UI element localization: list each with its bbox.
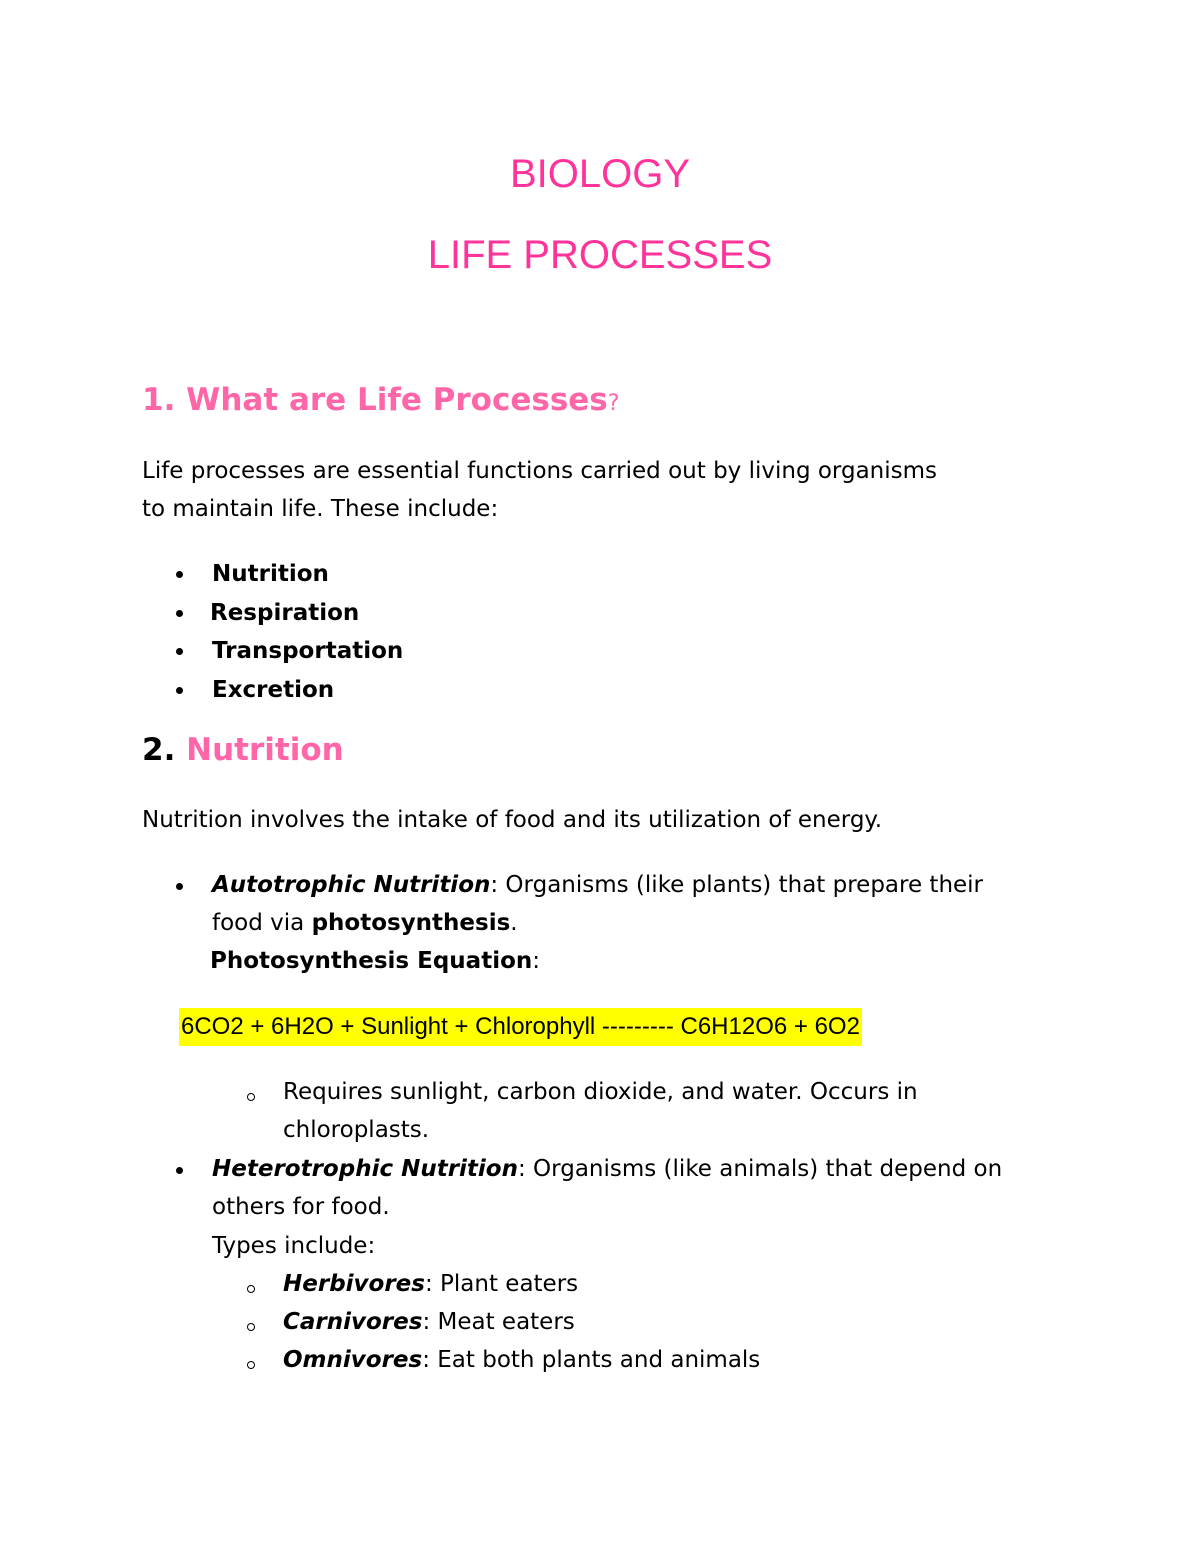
section-1-number: 1. (142, 382, 176, 418)
bullet-icon (176, 687, 183, 694)
types-include-label: Types include: (212, 1233, 376, 1259)
photosynthesis-equation: 6CO2 + 6H2O + Sunlight + Chlorophyll --------- C6H12O6 + 6O2 (179, 1008, 862, 1046)
section-2-title: Nutrition (186, 732, 344, 768)
sub-bullet-icon (247, 1285, 255, 1293)
autotrophic-line-2: food via photosynthesis. (212, 910, 518, 936)
section-2-number: 2. (142, 732, 176, 768)
section-1-intro-line-2: to maintain life. These include: (142, 496, 499, 522)
autotrophic-note-line-2: chloroplasts. (283, 1117, 430, 1143)
heterotrophic-line-2: others for food. (212, 1194, 390, 1220)
section-1-title: What are Life Processes (186, 382, 608, 418)
section-1-question-mark: ? (607, 391, 620, 416)
autotrophic-term: Autotrophic Nutrition (212, 872, 491, 898)
document-subtitle: LIFE PROCESSES (427, 233, 773, 277)
bullet-icon (176, 883, 183, 890)
sub-bullet-icon (247, 1361, 255, 1369)
sub-bullet-icon (247, 1323, 255, 1331)
bullet-icon (176, 648, 183, 655)
section-1-heading (142, 382, 619, 418)
herbivores-term: Herbivores (283, 1271, 425, 1297)
list-item: Omnivores: Eat both plants and animals (283, 1347, 761, 1373)
document-title: BIOLOGY (509, 152, 691, 196)
list-item: Herbivores: Plant eaters (283, 1271, 579, 1297)
heterotrophic-line-1: Heterotrophic Nutrition: Organisms (like animals) that depend on (212, 1156, 1003, 1182)
bullet-icon (176, 571, 183, 578)
section-1-intro-line-1: Life processes are essential functions carried out by living organisms (142, 458, 938, 484)
autotrophic-line-1: Autotrophic Nutrition: Organisms (like plants) that prepare their (212, 872, 984, 898)
section-2-intro: Nutrition involves the intake of food and its utilization of energy. (142, 807, 883, 833)
carnivores-term: Carnivores (283, 1309, 423, 1335)
list-item: Carnivores: Meat eaters (283, 1309, 575, 1335)
autotrophic-description: Organisms (like plants) that prepare their (498, 872, 984, 898)
autotrophic-note-line-1: Requires sunlight, carbon dioxide, and water. Occurs in (283, 1079, 918, 1105)
heterotrophic-term: Heterotrophic Nutrition (212, 1156, 518, 1182)
bullet-icon (176, 610, 183, 617)
equation-label: Photosynthesis Equation: (210, 948, 540, 974)
heterotrophic-description: Organisms (like animals) that depend on (525, 1156, 1003, 1182)
omnivores-term: Omnivores (283, 1347, 423, 1373)
section-2-heading (142, 732, 344, 768)
sub-bullet-icon (247, 1093, 255, 1101)
photosynthesis-term: photosynthesis (311, 910, 511, 936)
bullet-icon (176, 1167, 183, 1174)
